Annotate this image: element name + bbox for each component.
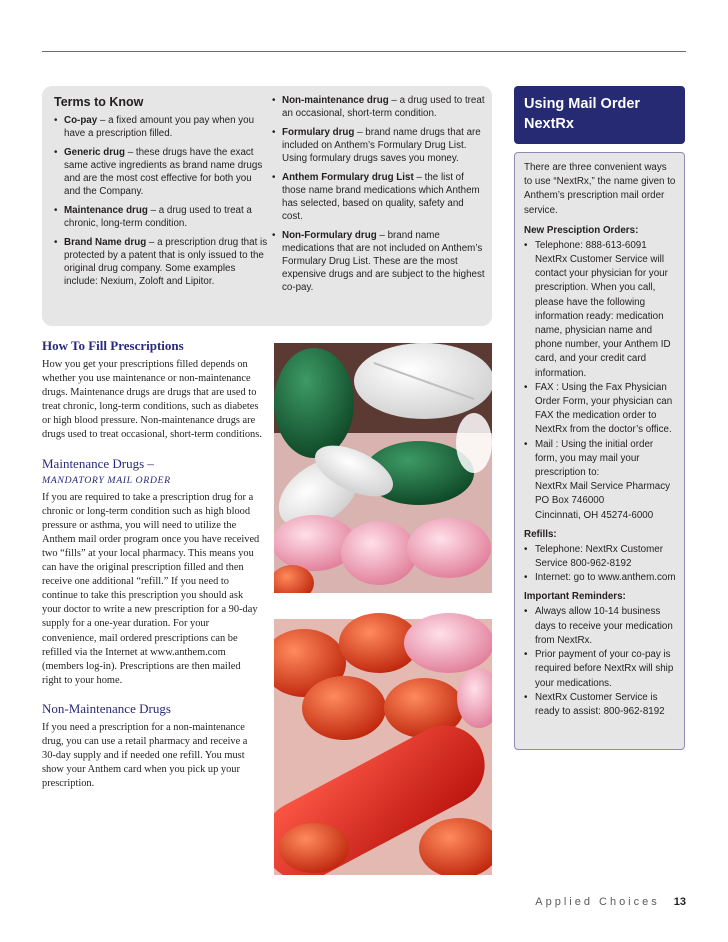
- term-name: Formulary drug: [282, 127, 355, 138]
- list-item: • Prior payment of your co-pay is required before NextRx will ship your medications.: [524, 648, 676, 691]
- list-item: • Telephone: 888-613-6091 NextRx Customer Service will contact your physician for your prescription. When you call, please have the following information ready: medication name, physician name and phone number, your Anthem ID card, and your credit card information.: [524, 239, 676, 381]
- terms-to-know-box: [42, 86, 492, 326]
- mail-order-header: [514, 86, 685, 144]
- term-definition: – a fixed amount you pay when you have a prescription filled.: [64, 115, 255, 139]
- non-maintenance-drugs-body: If you need a prescription for a non-maintenance drug, you can use a retail pharmacy and receive a 30-day supply and if needed one refill. You must show your Anthem card when you pick up your prescription.: [42, 721, 248, 790]
- term-definition: – these drugs have the exact same active ingredients as brand name drugs and are the most cost effective for both you and the Company.: [64, 147, 263, 197]
- address-line: Cincinnati, OH 45274-6000: [535, 509, 654, 521]
- list-item: • Always allow 10-14 business days to receive your medication from NextRx.: [524, 605, 676, 648]
- top-rule: [42, 51, 686, 52]
- page-number: 13: [673, 896, 686, 908]
- term-item: [272, 126, 487, 165]
- term-item: [54, 204, 269, 230]
- mail-order-title-line2: NextRx: [524, 116, 574, 132]
- term-definition: – a drug used to treat a chronic, long-term condition.: [64, 205, 252, 229]
- term-definition: – brand name medications that are not included on Anthem’s Formulary Drug List. These are the most expensive drugs and are subject to the highest co-pay.: [282, 230, 485, 293]
- main-article: [42, 338, 262, 804]
- page-footer: [535, 896, 686, 908]
- new-orders-list: [524, 239, 676, 523]
- mail-order-sidebar: [514, 152, 685, 750]
- list-item: • NextRx Customer Service is ready to assist: 800-962-8192: [524, 691, 676, 719]
- term-item: [272, 94, 487, 120]
- term-item: [272, 229, 487, 294]
- fill-prescriptions-heading: How To Fill Prescriptions: [42, 338, 184, 353]
- refills-heading: Refills:: [524, 528, 557, 540]
- term-item: [272, 171, 487, 223]
- term-name: Generic drug: [64, 147, 125, 158]
- address-line: PO Box 746000: [535, 495, 605, 507]
- refills-list: [524, 543, 676, 586]
- reminders-heading: Important Reminders:: [524, 591, 626, 603]
- terms-right-column: [272, 94, 487, 300]
- terms-list-right: [272, 94, 487, 294]
- list-item: • Telephone: NextRx Customer Service 800-962-8192: [524, 543, 676, 571]
- terms-list-left: [54, 114, 269, 288]
- term-item: [54, 236, 269, 288]
- term-item: [54, 146, 269, 198]
- mail-order-title: [514, 86, 685, 142]
- terms-title: Terms to Know: [54, 95, 144, 109]
- address-line: NextRx Mail Service Pharmacy: [535, 481, 671, 493]
- term-item: [54, 114, 269, 140]
- list-item: • FAX : Using the Fax Physician Order Form, your physician can FAX the medication order to NextRx from the doctor’s office.: [524, 381, 676, 438]
- term-definition: – a drug used to treat an occasional, short-term condition.: [282, 95, 485, 119]
- footer-brand: Applied Choices: [535, 896, 660, 908]
- list-item: [524, 438, 676, 523]
- non-maintenance-drugs-heading: Non-Maintenance Drugs: [42, 700, 171, 716]
- term-definition: – the list of those name brand medications which Anthem has selected, based on quality, safety and cost.: [282, 172, 480, 222]
- term-name: Maintenance drug: [64, 205, 148, 216]
- fill-prescriptions-body: How you get your prescriptions filled depends on whether you use maintenance or non-maintenance drugs. Maintenance drugs are drugs that are used to treat chronic, long-term conditions, such as diabetes or high blood pressure. Non-maintenance drugs are drugs used to treat occasional, short-term conditions.: [42, 359, 262, 441]
- terms-left-column: [54, 86, 269, 294]
- term-name: Co-pay: [64, 115, 98, 126]
- term-name: Non-maintenance drug: [282, 95, 389, 106]
- reminders-list: [524, 605, 676, 719]
- maintenance-drugs-body: If you are required to take a prescription drug for a chronic or long-term condition such as high blood pressure or asthma, you will need to utilize the Anthem mail order program once you have received two “fills” at your local pharmacy. This means you can have the original prescription filled and then receive one additional “refill.” If you need to continue to take this prescription you should ask your doctor to write a new prescription for a 90-day supply for a one-year duration. For your convenience, mail ordered prescriptions can be refilled via the Internet at www.anthem.com (members log-in). Prescriptions are then mailed right to your home.: [42, 491, 260, 686]
- mandatory-mail-order-subheading: MANDATORY MAIL ORDER: [42, 474, 171, 486]
- green-capsule: [274, 348, 354, 458]
- term-name: Anthem Formulary drug List: [282, 172, 414, 183]
- term-definition: – brand name drugs that are included on Anthem’s Formulary Drug List. Using formulary drugs saves you money.: [282, 127, 481, 164]
- mail-order-title-line1: Using Mail Order: [524, 96, 641, 112]
- term-definition: – a prescription drug that is protected by a patent that is only issued to the original drug company. Some examples include: Nexium, Zoloft and Lipitor.: [64, 237, 268, 287]
- term-name: Non-Formulary drug: [282, 230, 377, 241]
- new-orders-heading: New Presciption Orders:: [524, 224, 639, 236]
- mail-instruction: Mail : Using the initial order form, you may mail your prescription to:: [535, 438, 654, 479]
- term-name: Brand Name drug: [64, 237, 147, 248]
- pills-photo: [274, 343, 492, 875]
- pills-illustration: [274, 343, 492, 875]
- maintenance-drugs-heading: Maintenance Drugs –: [42, 455, 154, 471]
- list-item: • Internet: go to www.anthem.com: [524, 571, 676, 585]
- sidebar-intro: There are three convenient ways to use “NextRx,” the name given to Anthem’s prescription mail order service.: [524, 162, 676, 216]
